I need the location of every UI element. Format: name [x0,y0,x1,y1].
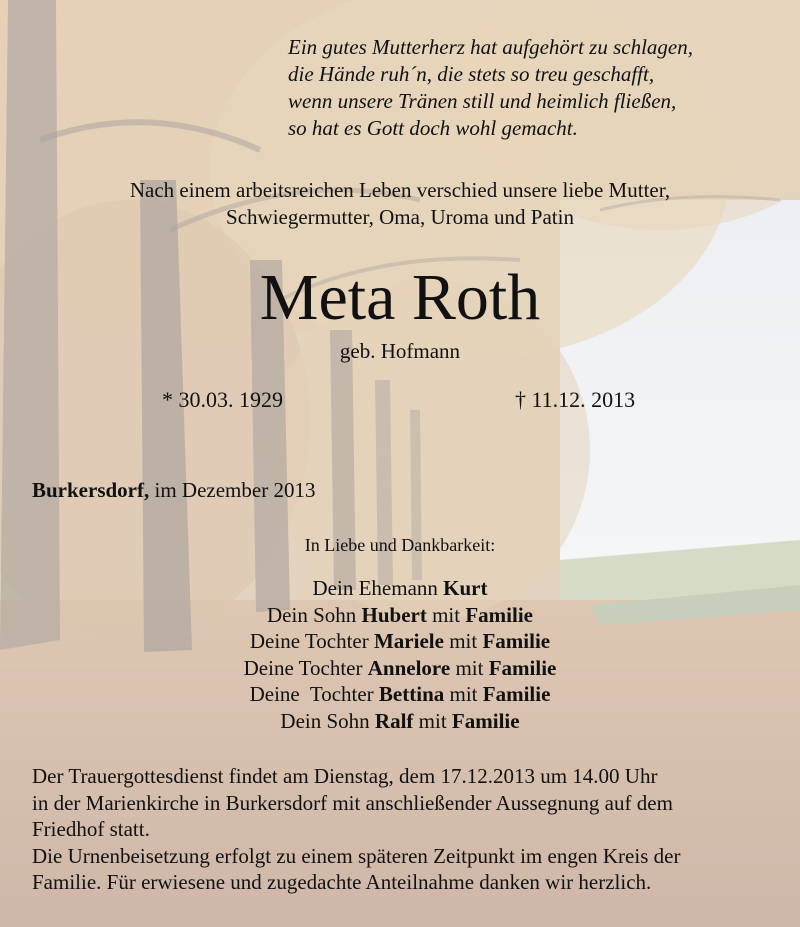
relation-label: Deine Tochter [243,655,368,680]
service-line: Friedhof statt. [32,817,150,841]
announcement-intro [0,177,800,231]
service-information [32,763,680,896]
connector-text: mit [443,629,483,653]
intro-line: Schwiegermutter, Oma, Uroma und Patin [226,205,574,229]
family-row [0,575,800,602]
relative-name: Kurt [443,576,488,600]
family-word: Familie [488,655,557,680]
relation-label: Deine Tochter [249,629,374,653]
poem-line: die Hände ruh´n, die stets so treu geschafft, [288,62,655,86]
relative-name: Ralf [374,708,414,733]
relation-label: Dein Ehemann [312,576,444,600]
family-row [0,708,800,735]
place-and-date [32,477,315,504]
connector-text: mit [413,708,452,733]
place-date: im Dezember 2013 [149,478,316,502]
family-row [0,655,800,682]
poem-line: wenn unsere Tränen still und heimlich fließen, [288,89,677,113]
death-date: † 11.12. 2013 [515,387,636,412]
service-line: in der Marienkirche in Burkersdorf mit anschließender Aussegnung auf dem [32,790,673,815]
relation-label: Dein Sohn [280,708,375,733]
relative-name: Hubert [361,602,427,627]
relation-label: Deine Tochter [249,682,379,706]
birth-date: * 30.03. 1929 [162,387,283,412]
family-word: Familie [465,602,533,627]
family-list [0,575,800,734]
service-line: Der Trauergottesdienst findet am Dienstag, dem 17.12.2013 um 14.00 Uhr [32,764,658,788]
poem-line: Ein gutes Mutterherz hat aufgehört zu schlagen, [288,35,693,59]
family-row [0,628,800,655]
service-line: Familie. Für erwiesene und zugedachte Anteilnahme danken wir herzlich. [32,870,652,894]
place-town: Burkersdorf, [32,478,150,502]
connector-text: mit [426,602,466,627]
relative-name: Annelore [367,655,451,680]
connector-text: mit [450,655,489,680]
connector-text: mit [444,682,483,706]
birth-name: geb. Hofmann [339,339,461,363]
family-word: Familie [451,708,520,733]
deceased-name: Meta Roth [259,261,541,334]
family-row [0,681,800,708]
intro-line: Nach einem arbeitsreichen Leben verschied unsere liebe Mutter, [129,178,671,202]
relative-name: Bettina [378,682,445,706]
poem-line: so hat es Gott doch wohl gemacht. [288,116,578,140]
relative-name: Mariele [373,629,444,653]
thanks-heading: In Liebe und Dankbarkeit: [304,535,496,555]
service-line: Die Urnenbeisetzung erfolgt zu einem späteren Zeitpunkt im engen Kreis der [32,843,681,868]
family-word: Familie [482,682,551,706]
poem-verse [288,34,693,142]
family-word: Familie [482,629,551,653]
relation-label: Dein Sohn [267,602,362,627]
family-row [0,602,800,629]
